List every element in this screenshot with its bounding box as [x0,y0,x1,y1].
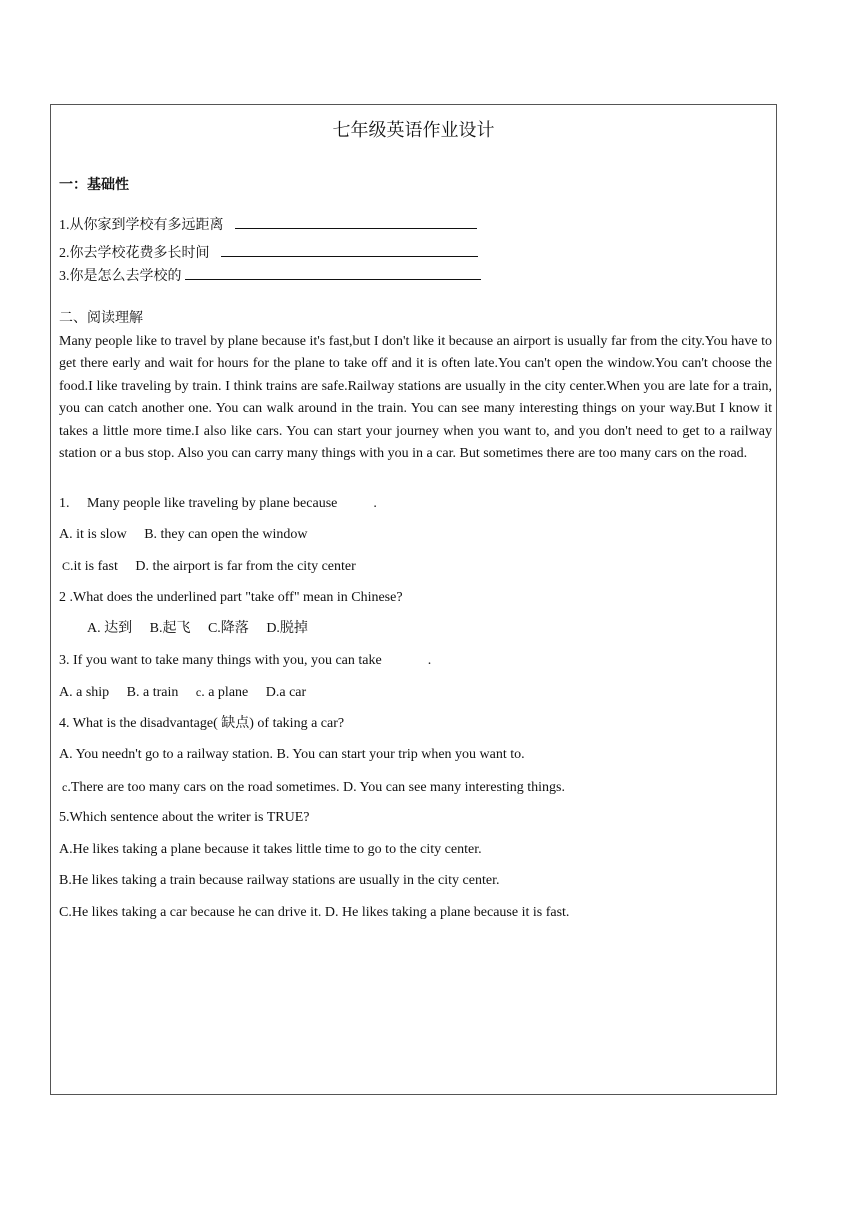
question-stem: Many people like traveling by plane because [87,496,338,511]
section1-heading: 一：基础性 [59,178,129,193]
option-row [87,620,308,638]
section2-heading: 二、阅读理解 [59,311,143,326]
question-2-text: 2.你去学校花费多长时间 [59,246,210,261]
option-c[interactable]: .it is fast [70,559,118,574]
answer-blank-1[interactable] [235,214,477,229]
question-3 [59,265,481,286]
question-3-text: 3.你是怎么去学校的 [59,269,182,284]
option-a[interactable]: A.He likes taking a plane because it takes little time to go to the city center. [59,842,482,857]
option-row[interactable]: A. You needn't go to a railway station. B. You can start your trip when you want to. [59,747,525,762]
page-title: 七年级英语作业设计 [332,120,495,140]
worksheet-frame [50,104,777,1095]
option-c[interactable]: C.降落 [207,621,249,636]
option-d[interactable]: D.a car [265,685,307,700]
option-c-letter[interactable]: C [62,559,71,573]
option-row [59,526,307,544]
mc-question-3: 3. If you want to take many things with you, you can take . [59,653,432,668]
option-c-d[interactable]: C.He likes taking a car because he can drive it. D. He likes taking a plane because it is fast. [59,905,570,920]
option-row [59,557,356,576]
question-stem: 3. If you want to take many things with you, you can take [59,653,382,668]
option-c-d[interactable]: .There are too many cars on the road sometimes. D. You can see many interesting things. [67,780,565,795]
mc-question-5: 5.Which sentence about the writer is TRUE? [59,810,310,825]
reading-passage: Many people like to travel by plane because it's fast,but I don't like it because an airport is usually far from the city.You have to get there early and wait for hours for the plane to take off and it is often late.You can't open the window.You can't choose the food.I like traveling by train. I think trains are safe.Railway stations are usually in the city center.When you are late for a train, you can catch another one. You can walk around in the train. You can see many interesting things on your way.But I know it takes a little more time.I also like cars. You can start your journey when you want to, and you don't need to get to a railway station or a bus stop. Also you can carry many things with you in a car. But sometimes there are too many cars on the road. [59,334,772,462]
option-a[interactable]: A. 达到 [87,621,133,636]
option-row [59,683,306,702]
option-c-letter[interactable]: c [195,685,202,699]
question-number: 1. [59,496,70,511]
option-row [59,778,565,797]
question-2 [59,242,478,263]
question-1-text: 1.从你家到学校有多远距离 [59,218,224,233]
mc-question-4: 4. What is the disadvantage( 缺点) of taking a car? [59,716,345,731]
question-1 [59,214,477,235]
answer-blank-3[interactable] [185,265,481,280]
answer-blank-2[interactable] [221,242,478,257]
mc-question-2: 2 .What does the underlined part "take off" mean in Chinese? [59,590,403,605]
option-c[interactable]: . a plane [201,685,249,700]
mc-question-1: 1. Many people like traveling by plane because . [59,496,377,511]
option-a[interactable]: A. it is slow [59,527,127,542]
option-b[interactable]: B. they can open the window [144,527,308,542]
option-d[interactable]: D.脱掉 [266,621,308,636]
option-b[interactable]: B.He likes taking a train because railway stations are usually in the city center. [59,873,500,888]
option-b[interactable]: B.起飞 [149,621,191,636]
option-b[interactable]: B. a train [126,685,179,700]
option-a[interactable]: A. a ship [59,685,110,700]
option-c-letter[interactable]: c [62,780,68,794]
option-d[interactable]: D. the airport is far from the city center [135,559,356,574]
